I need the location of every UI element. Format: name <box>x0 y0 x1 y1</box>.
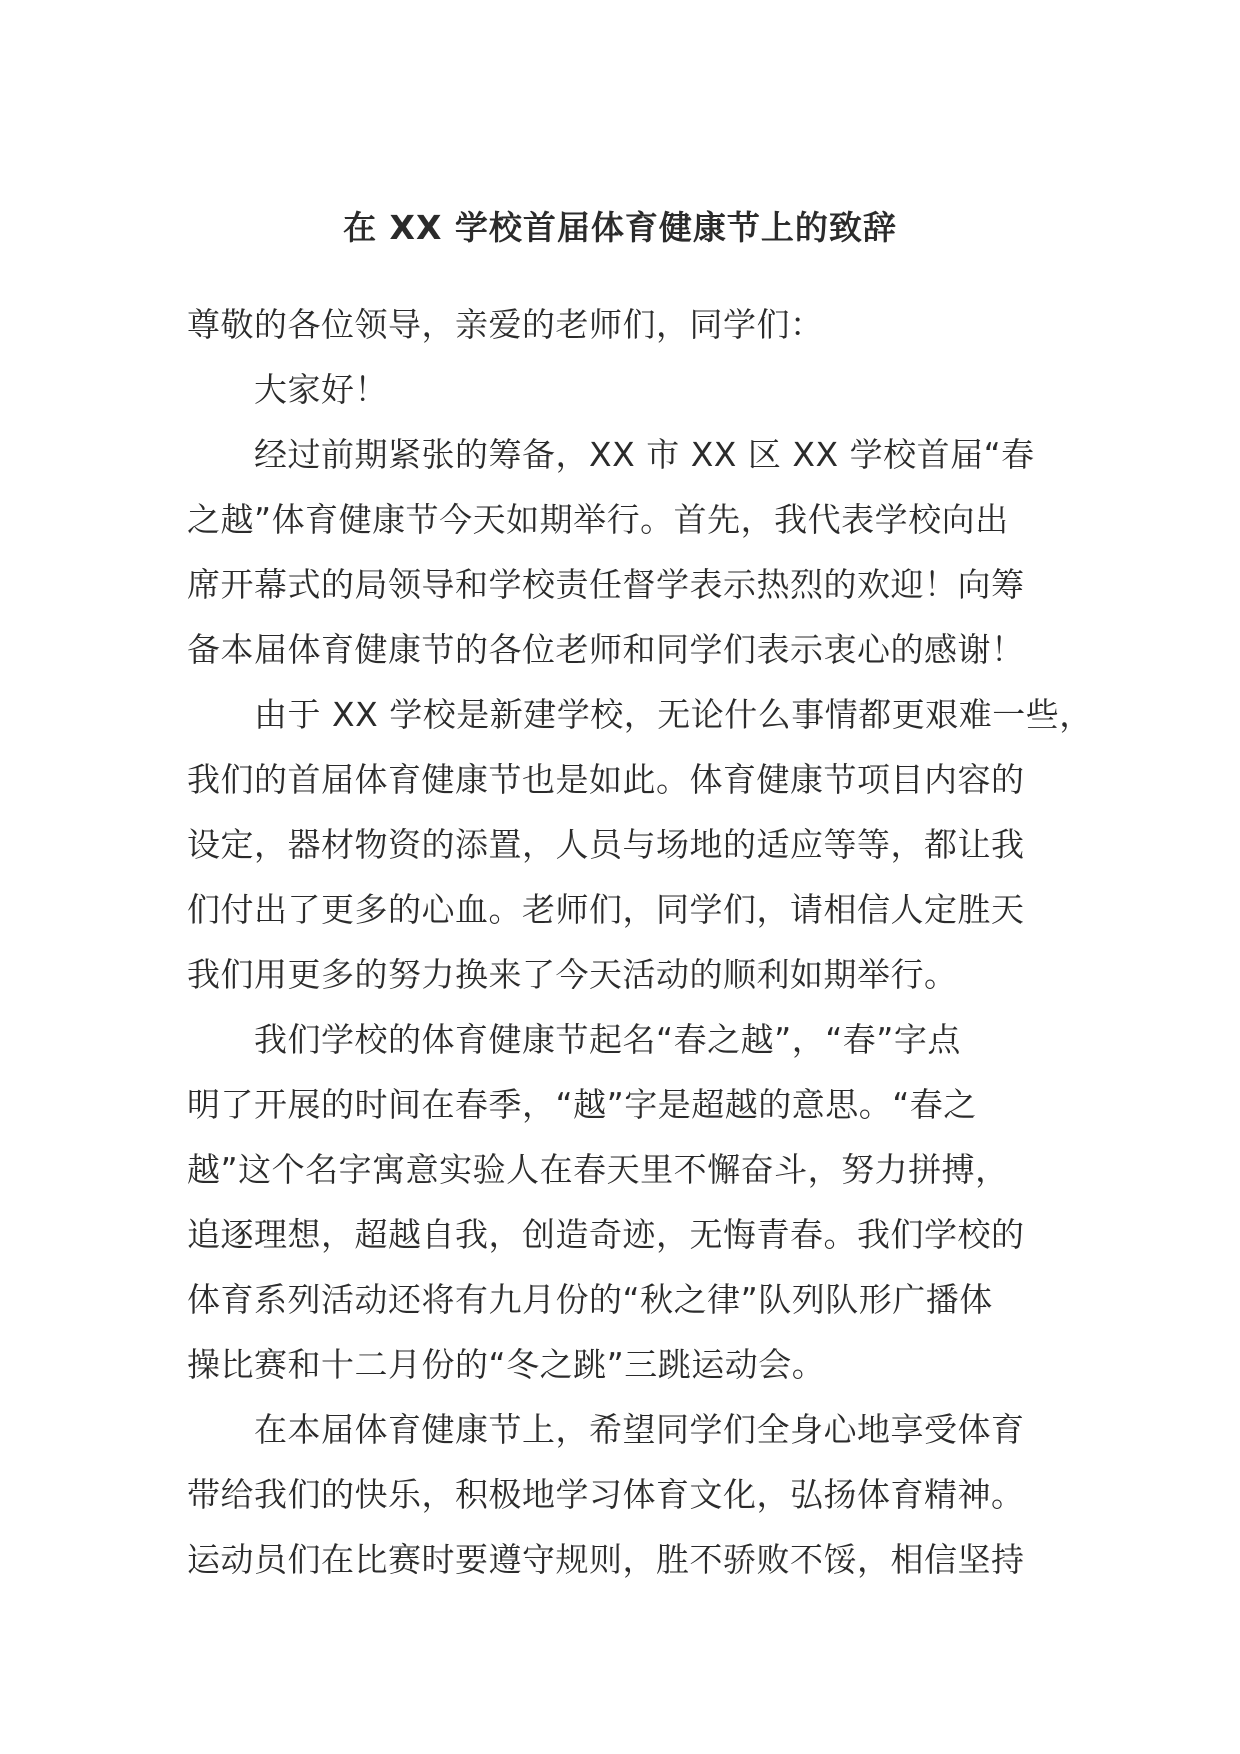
document-body <box>187 292 1093 1592</box>
paragraph-3-line-5: 体育系列活动还将有九月份的“秋之律”队列队形广播体 <box>187 1280 993 1319</box>
paragraph-3-line-3: 越”这个名字寓意实验人在春天里不懈奋斗，努力拼搏， <box>187 1150 1009 1189</box>
paragraph-2-line-1: 由于 XX 学校是新建学校，无论什么事情都更艰难一些， <box>254 695 1093 734</box>
paragraph-1-line-1: 经过前期紧张的筹备，XX 市 XX 区 XX 学校首届“春 <box>254 435 1035 474</box>
paragraph-3-line-6: 操比赛和十二月份的“冬之跳”三跳运动会。 <box>187 1345 826 1384</box>
paragraph-4-line-1: 在本届体育健康节上，希望同学们全身心地享受体育 <box>254 1410 1025 1449</box>
paragraph-4-line-2: 带给我们的快乐，积极地学习体育文化，弘扬体育精神。 <box>187 1475 1025 1514</box>
salutation-line: 尊敬的各位领导，亲爱的老师们，同学们： <box>187 305 824 344</box>
greeting-line: 大家好！ <box>254 370 388 409</box>
paragraph-1-line-2: 之越”体育健康节今天如期举行。首先，我代表学校向出 <box>187 500 1009 539</box>
paragraph-1-line-4: 备本届体育健康节的各位老师和同学们表示衷心的感谢！ <box>187 630 1025 669</box>
paragraph-4-line-3: 运动员们在比赛时要遵守规则，胜不骄败不馁，相信坚持 <box>187 1540 1025 1579</box>
paragraph-3-line-1: 我们学校的体育健康节起名“春之越”，“春”字点 <box>254 1020 961 1059</box>
paragraph-2-line-4: 们付出了更多的心血。老师们，同学们，请相信人定胜天 <box>187 890 1025 929</box>
paragraph-3-line-2: 明了开展的时间在春季，“越”字是超越的意思。“春之 <box>187 1085 977 1124</box>
paragraph-2-line-5: 我们用更多的努力换来了今天活动的顺利如期举行。 <box>187 955 958 994</box>
paragraph-2-line-2: 我们的首届体育健康节也是如此。体育健康节项目内容的 <box>187 760 1025 799</box>
paragraph-2-line-3: 设定，器材物资的添置，人员与场地的适应等等，都让我 <box>187 825 1025 864</box>
paragraph-3-line-4: 追逐理想，超越自我，创造奇迹，无悔青春。我们学校的 <box>187 1215 1025 1254</box>
document-title: 在 XX 学校首届体育健康节上的致辞 <box>343 208 897 247</box>
paragraph-1-line-3: 席开幕式的局领导和学校责任督学表示热烈的欢迎！向筹 <box>187 565 1025 604</box>
